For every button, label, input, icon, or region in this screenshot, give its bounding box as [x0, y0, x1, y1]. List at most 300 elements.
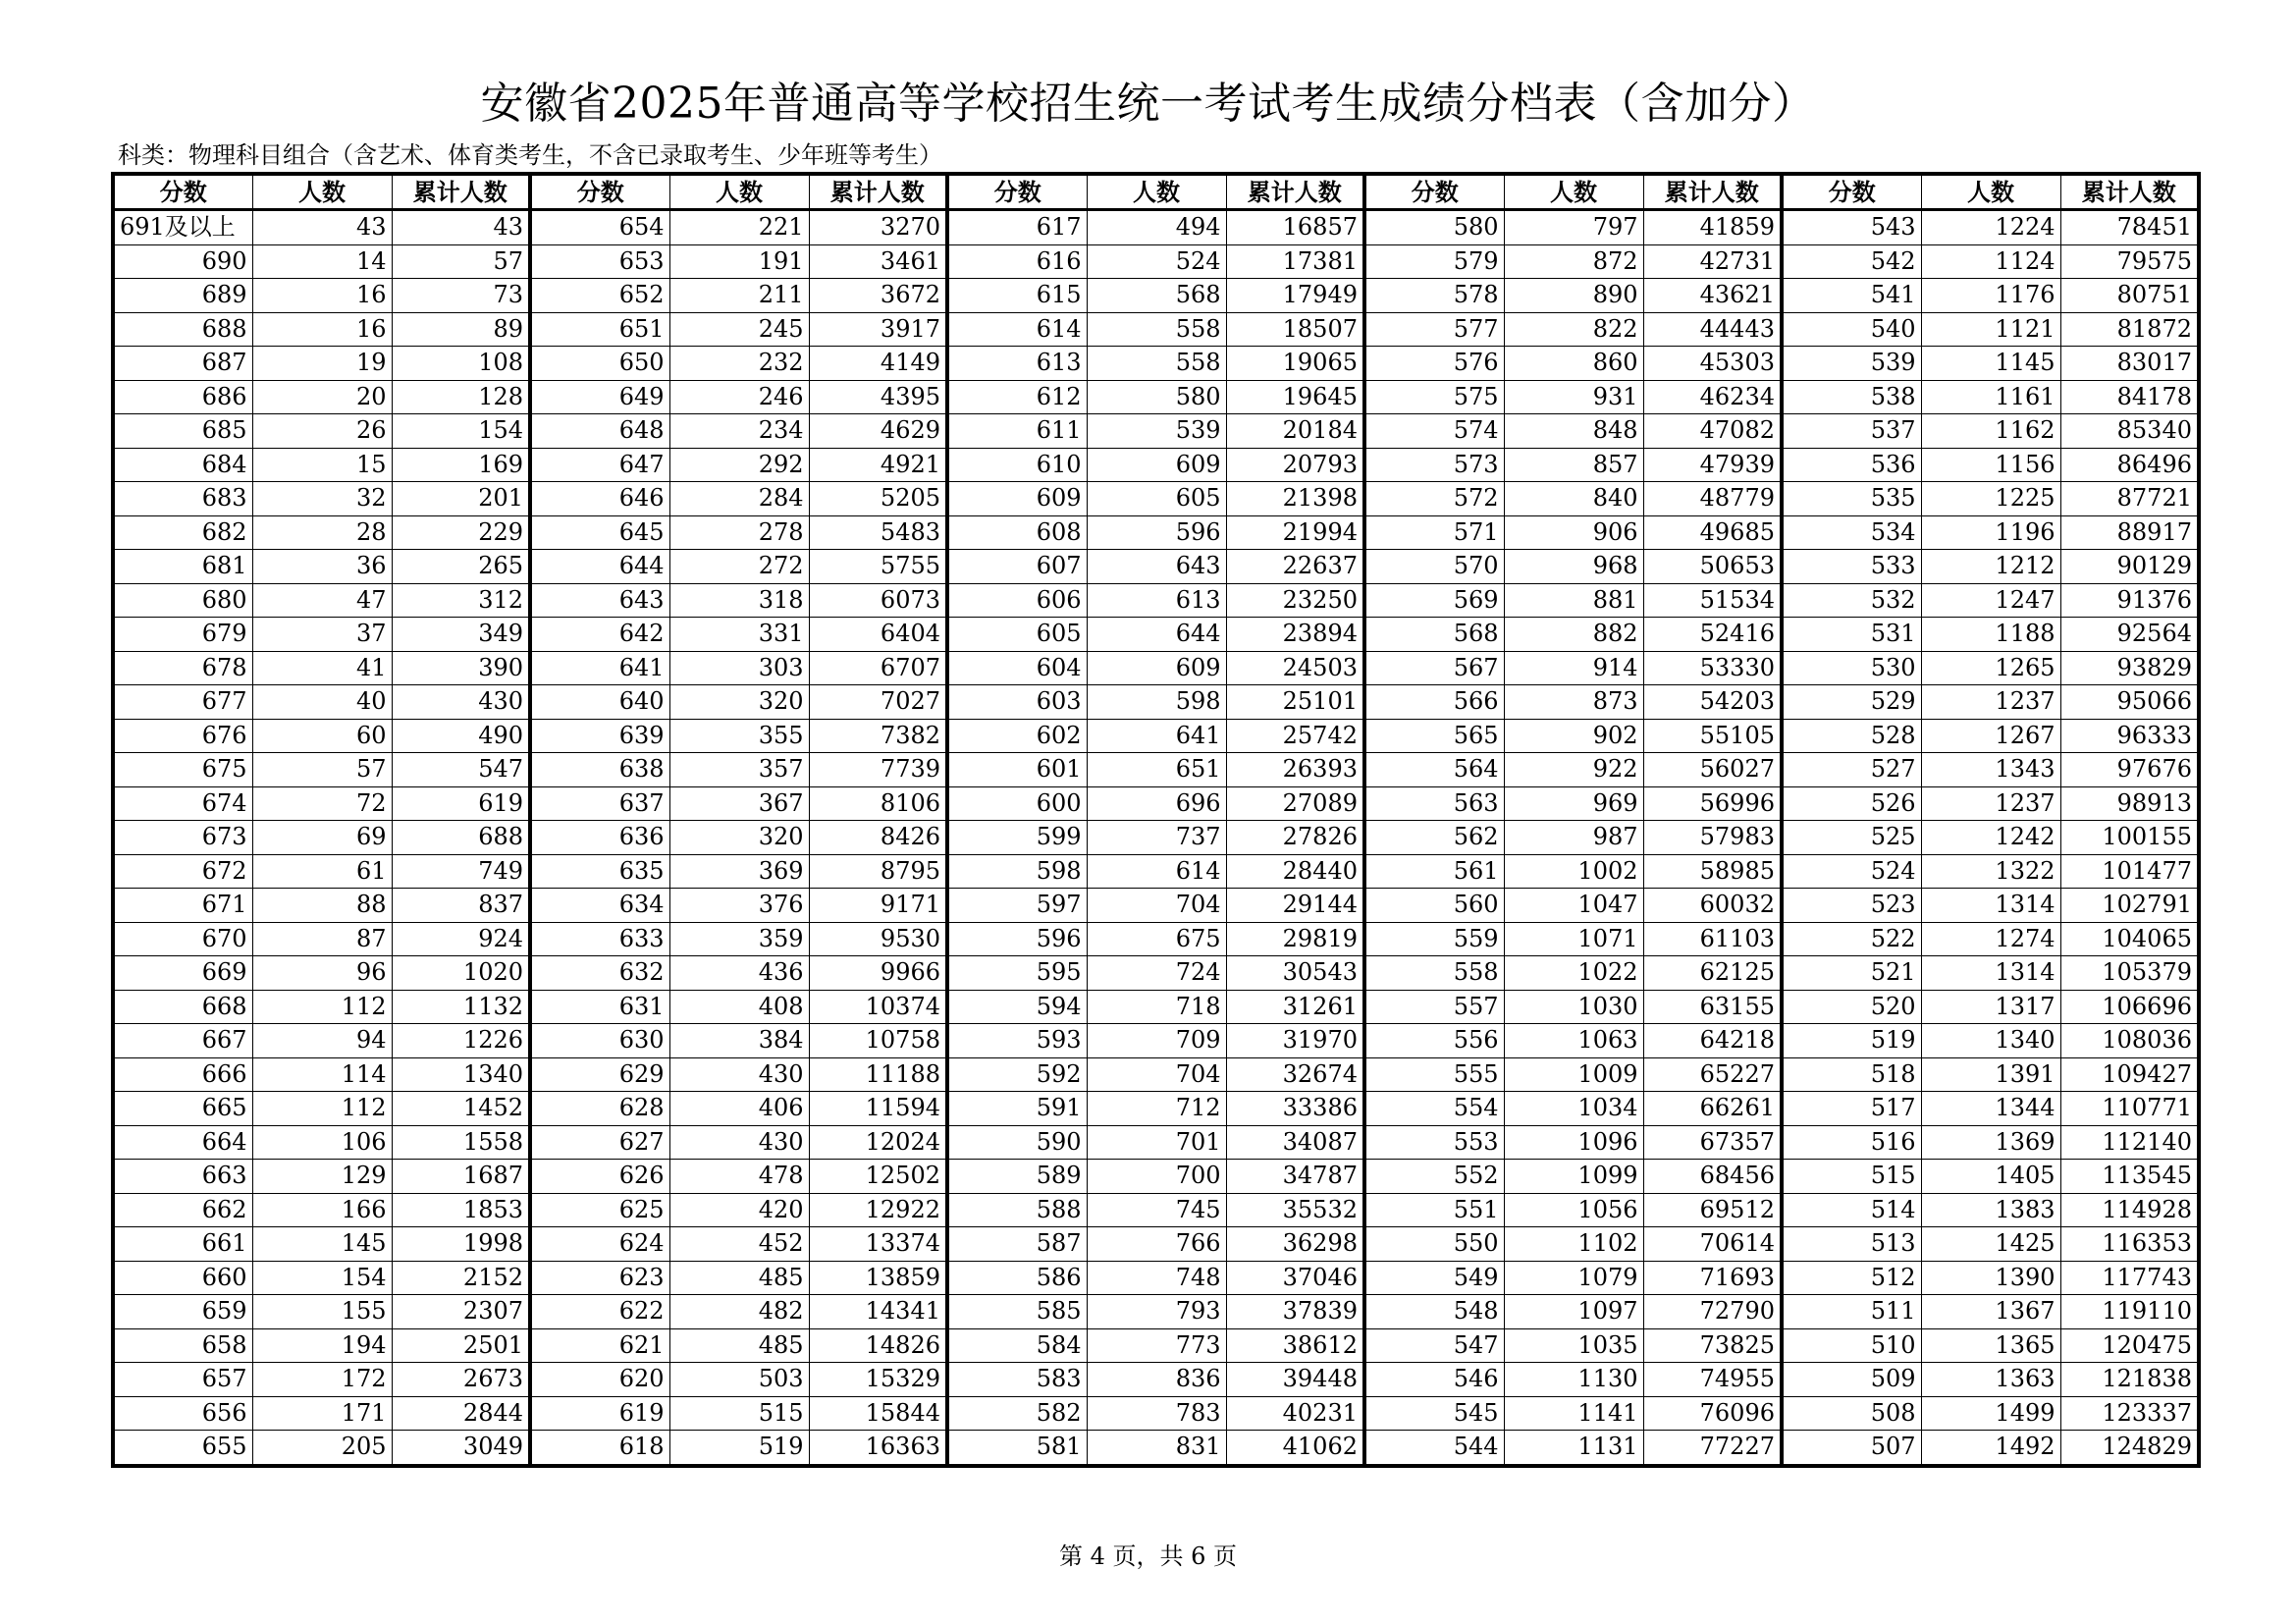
cell-score: 566: [1364, 685, 1504, 720]
cell-count: 20: [252, 380, 392, 414]
cell-cumulative: 76096: [1643, 1396, 1782, 1431]
cell-score: 610: [947, 448, 1087, 482]
table-row: [113, 1396, 2199, 1431]
column-header-cumulative: 累计人数: [1643, 174, 1782, 210]
cell-score: 632: [530, 956, 669, 991]
cell-score: 616: [947, 244, 1087, 279]
cell-cumulative: 1340: [392, 1057, 530, 1092]
cell-cumulative: 39448: [1226, 1363, 1364, 1397]
cell-cumulative: 13859: [809, 1261, 947, 1295]
cell-cumulative: 85340: [2060, 414, 2199, 449]
cell-score: 563: [1364, 786, 1504, 821]
cell-count: 1022: [1504, 956, 1643, 991]
cell-score: 669: [113, 956, 252, 991]
cell-count: 43: [252, 210, 392, 245]
cell-score: 545: [1364, 1396, 1504, 1431]
cell-count: 292: [669, 448, 809, 482]
table-row: [113, 618, 2199, 652]
cell-cumulative: 3461: [809, 244, 947, 279]
cell-score: 548: [1364, 1295, 1504, 1329]
cell-cumulative: 1226: [392, 1024, 530, 1058]
cell-score: 517: [1782, 1092, 1921, 1126]
table-row: [113, 1363, 2199, 1397]
column-header-cumulative: 累计人数: [392, 174, 530, 210]
cell-count: 320: [669, 685, 809, 720]
cell-score: 650: [530, 347, 669, 381]
cell-cumulative: 1853: [392, 1193, 530, 1227]
table-row: [113, 956, 2199, 991]
cell-count: 1063: [1504, 1024, 1643, 1058]
cell-score: 628: [530, 1092, 669, 1126]
cell-count: 848: [1504, 414, 1643, 449]
cell-count: 72: [252, 786, 392, 821]
cell-cumulative: 34087: [1226, 1125, 1364, 1160]
cell-score: 613: [947, 347, 1087, 381]
cell-score: 595: [947, 956, 1087, 991]
table-row: [113, 1295, 2199, 1329]
cell-cumulative: 33386: [1226, 1092, 1364, 1126]
cell-count: 1365: [1921, 1328, 2060, 1363]
cell-score: 534: [1782, 515, 1921, 550]
cell-count: 87: [252, 922, 392, 956]
cell-count: 840: [1504, 482, 1643, 516]
cell-cumulative: 8795: [809, 854, 947, 889]
cell-cumulative: 547: [392, 753, 530, 787]
cell-count: 482: [669, 1295, 809, 1329]
cell-count: 797: [1504, 210, 1643, 245]
cell-cumulative: 79575: [2060, 244, 2199, 279]
cell-cumulative: 16857: [1226, 210, 1364, 245]
cell-score: 644: [530, 550, 669, 584]
cell-count: 704: [1087, 1057, 1226, 1092]
cell-cumulative: 6404: [809, 618, 947, 652]
cell-score: 635: [530, 854, 669, 889]
cell-score: 572: [1364, 482, 1504, 516]
cell-cumulative: 56027: [1643, 753, 1782, 787]
cell-score: 654: [530, 210, 669, 245]
column-header-score: 分数: [947, 174, 1087, 210]
cell-score: 512: [1782, 1261, 1921, 1295]
cell-cumulative: 10374: [809, 990, 947, 1024]
cell-count: 1237: [1921, 685, 2060, 720]
score-distribution-table: [111, 172, 2201, 1468]
cell-count: 357: [669, 753, 809, 787]
cell-score: 624: [530, 1227, 669, 1262]
cell-cumulative: 78451: [2060, 210, 2199, 245]
cell-cumulative: 749: [392, 854, 530, 889]
cell-count: 485: [669, 1328, 809, 1363]
cell-cumulative: 7027: [809, 685, 947, 720]
cell-score: 571: [1364, 515, 1504, 550]
table-row: [113, 1328, 2199, 1363]
column-header-cumulative: 累计人数: [2060, 174, 2199, 210]
cell-score: 607: [947, 550, 1087, 584]
cell-count: 19: [252, 347, 392, 381]
cell-cumulative: 12502: [809, 1160, 947, 1194]
cell-count: 822: [1504, 312, 1643, 347]
column-header-score: 分数: [530, 174, 669, 210]
cell-score: 591: [947, 1092, 1087, 1126]
page-footer: 第 4 页，共 6 页: [1058, 1543, 1238, 1570]
cell-cumulative: 11594: [809, 1092, 947, 1126]
cell-score: 547: [1364, 1328, 1504, 1363]
cell-cumulative: 924: [392, 922, 530, 956]
cell-score: 640: [530, 685, 669, 720]
cell-count: 1363: [1921, 1363, 2060, 1397]
cell-score: 621: [530, 1328, 669, 1363]
table-row: [113, 922, 2199, 956]
cell-cumulative: 57: [392, 244, 530, 279]
cell-score: 629: [530, 1057, 669, 1092]
cell-score: 587: [947, 1227, 1087, 1262]
cell-cumulative: 21994: [1226, 515, 1364, 550]
cell-cumulative: 6073: [809, 583, 947, 618]
cell-count: 558: [1087, 347, 1226, 381]
cell-score: 556: [1364, 1024, 1504, 1058]
cell-cumulative: 124829: [2060, 1431, 2199, 1466]
cell-count: 596: [1087, 515, 1226, 550]
cell-count: 1314: [1921, 956, 2060, 991]
cell-score: 636: [530, 821, 669, 855]
cell-score: 659: [113, 1295, 252, 1329]
cell-cumulative: 1452: [392, 1092, 530, 1126]
cell-cumulative: 20184: [1226, 414, 1364, 449]
cell-count: 873: [1504, 685, 1643, 720]
cell-cumulative: 96333: [2060, 719, 2199, 753]
cell-cumulative: 1998: [392, 1227, 530, 1262]
cell-cumulative: 108036: [2060, 1024, 2199, 1058]
cell-cumulative: 86496: [2060, 448, 2199, 482]
cell-count: 1225: [1921, 482, 2060, 516]
cell-cumulative: 112140: [2060, 1125, 2199, 1160]
cell-score: 536: [1782, 448, 1921, 482]
cell-cumulative: 4149: [809, 347, 947, 381]
cell-cumulative: 2844: [392, 1396, 530, 1431]
cell-cumulative: 114928: [2060, 1193, 2199, 1227]
cell-score: 649: [530, 380, 669, 414]
cell-score: 681: [113, 550, 252, 584]
cell-cumulative: 73825: [1643, 1328, 1782, 1363]
cell-count: 1161: [1921, 380, 2060, 414]
cell-cumulative: 19645: [1226, 380, 1364, 414]
cell-score: 557: [1364, 990, 1504, 1024]
cell-score: 528: [1782, 719, 1921, 753]
cell-score: 540: [1782, 312, 1921, 347]
cell-cumulative: 229: [392, 515, 530, 550]
cell-cumulative: 5205: [809, 482, 947, 516]
cell-cumulative: 95066: [2060, 685, 2199, 720]
cell-cumulative: 43621: [1643, 279, 1782, 313]
cell-count: 902: [1504, 719, 1643, 753]
cell-score: 568: [1364, 618, 1504, 652]
cell-count: 494: [1087, 210, 1226, 245]
cell-count: 1034: [1504, 1092, 1643, 1126]
cell-cumulative: 265: [392, 550, 530, 584]
cell-count: 1009: [1504, 1057, 1643, 1092]
cell-score: 592: [947, 1057, 1087, 1092]
cell-score: 590: [947, 1125, 1087, 1160]
cell-score: 611: [947, 414, 1087, 449]
cell-count: 1002: [1504, 854, 1643, 889]
table-row: [113, 1092, 2199, 1126]
cell-score: 606: [947, 583, 1087, 618]
cell-cumulative: 31261: [1226, 990, 1364, 1024]
cell-cumulative: 41859: [1643, 210, 1782, 245]
cell-cumulative: 4921: [809, 448, 947, 482]
cell-cumulative: 23894: [1226, 618, 1364, 652]
cell-score: 578: [1364, 279, 1504, 313]
cell-count: 436: [669, 956, 809, 991]
cell-count: 605: [1087, 482, 1226, 516]
cell-cumulative: 3049: [392, 1431, 530, 1466]
cell-count: 1499: [1921, 1396, 2060, 1431]
cell-cumulative: 201: [392, 482, 530, 516]
cell-cumulative: 47082: [1643, 414, 1782, 449]
cell-score: 637: [530, 786, 669, 821]
cell-score: 527: [1782, 753, 1921, 787]
cell-cumulative: 10758: [809, 1024, 947, 1058]
cell-count: 783: [1087, 1396, 1226, 1431]
cell-cumulative: 7739: [809, 753, 947, 787]
cell-count: 969: [1504, 786, 1643, 821]
cell-cumulative: 688: [392, 821, 530, 855]
cell-cumulative: 37839: [1226, 1295, 1364, 1329]
cell-count: 272: [669, 550, 809, 584]
table-row: [113, 786, 2199, 821]
cell-score: 524: [1782, 854, 1921, 889]
table-row: [113, 515, 2199, 550]
cell-cumulative: 2501: [392, 1328, 530, 1363]
cell-count: 1145: [1921, 347, 2060, 381]
cell-score: 656: [113, 1396, 252, 1431]
cell-count: 1317: [1921, 990, 2060, 1024]
cell-score: 519: [1782, 1024, 1921, 1058]
cell-count: 609: [1087, 448, 1226, 482]
cell-cumulative: 5483: [809, 515, 947, 550]
cell-cumulative: 25742: [1226, 719, 1364, 753]
cell-cumulative: 390: [392, 651, 530, 685]
cell-score: 542: [1782, 244, 1921, 279]
cell-cumulative: 29144: [1226, 889, 1364, 923]
cell-cumulative: 1558: [392, 1125, 530, 1160]
cell-count: 524: [1087, 244, 1226, 279]
cell-count: 1141: [1504, 1396, 1643, 1431]
cell-score: 515: [1782, 1160, 1921, 1194]
cell-cumulative: 15329: [809, 1363, 947, 1397]
cell-score: 666: [113, 1057, 252, 1092]
cell-score: 638: [530, 753, 669, 787]
cell-score: 549: [1364, 1261, 1504, 1295]
cell-count: 1131: [1504, 1431, 1643, 1466]
cell-count: 1097: [1504, 1295, 1643, 1329]
cell-cumulative: 47939: [1643, 448, 1782, 482]
cell-cumulative: 104065: [2060, 922, 2199, 956]
cell-cumulative: 51534: [1643, 583, 1782, 618]
cell-cumulative: 16363: [809, 1431, 947, 1466]
cell-score: 675: [113, 753, 252, 787]
cell-score: 680: [113, 583, 252, 618]
cell-cumulative: 58985: [1643, 854, 1782, 889]
cell-score: 559: [1364, 922, 1504, 956]
table-row: [113, 1227, 2199, 1262]
cell-count: 145: [252, 1227, 392, 1262]
cell-cumulative: 49685: [1643, 515, 1782, 550]
cell-score: 609: [947, 482, 1087, 516]
cell-score: 526: [1782, 786, 1921, 821]
cell-score: 617: [947, 210, 1087, 245]
cell-score: 655: [113, 1431, 252, 1466]
cell-cumulative: 63155: [1643, 990, 1782, 1024]
cell-count: 675: [1087, 922, 1226, 956]
cell-score: 530: [1782, 651, 1921, 685]
cell-count: 16: [252, 312, 392, 347]
table-row: [113, 1261, 2199, 1295]
cell-cumulative: 2673: [392, 1363, 530, 1397]
cell-cumulative: 50653: [1643, 550, 1782, 584]
cell-cumulative: 28440: [1226, 854, 1364, 889]
cell-score: 558: [1364, 956, 1504, 991]
cell-count: 987: [1504, 821, 1643, 855]
cell-score: 543: [1782, 210, 1921, 245]
cell-score: 569: [1364, 583, 1504, 618]
cell-cumulative: 66261: [1643, 1092, 1782, 1126]
cell-score: 652: [530, 279, 669, 313]
cell-score: 585: [947, 1295, 1087, 1329]
cell-count: 406: [669, 1092, 809, 1126]
cell-score: 564: [1364, 753, 1504, 787]
cell-score: 550: [1364, 1227, 1504, 1262]
cell-cumulative: 2307: [392, 1295, 530, 1329]
cell-cumulative: 60032: [1643, 889, 1782, 923]
cell-score: 685: [113, 414, 252, 449]
cell-count: 860: [1504, 347, 1643, 381]
cell-count: 37: [252, 618, 392, 652]
cell-count: 1340: [1921, 1024, 2060, 1058]
table-row: [113, 380, 2199, 414]
cell-count: 1212: [1921, 550, 2060, 584]
cell-score: 535: [1782, 482, 1921, 516]
cell-score: 677: [113, 685, 252, 720]
cell-count: 420: [669, 1193, 809, 1227]
cell-score: 593: [947, 1024, 1087, 1058]
cell-score: 641: [530, 651, 669, 685]
cell-score: 605: [947, 618, 1087, 652]
cell-cumulative: 62125: [1643, 956, 1782, 991]
table-row: [113, 210, 2199, 245]
cell-score: 525: [1782, 821, 1921, 855]
cell-count: 766: [1087, 1227, 1226, 1262]
cell-score: 622: [530, 1295, 669, 1329]
cell-cumulative: 14826: [809, 1328, 947, 1363]
cell-cumulative: 6707: [809, 651, 947, 685]
table-header-row: [113, 174, 2199, 210]
cell-score: 574: [1364, 414, 1504, 449]
cell-cumulative: 3672: [809, 279, 947, 313]
cell-cumulative: 1020: [392, 956, 530, 991]
cell-count: 15: [252, 448, 392, 482]
table-row: [113, 347, 2199, 381]
cell-score: 514: [1782, 1193, 1921, 1227]
cell-count: 1030: [1504, 990, 1643, 1024]
cell-cumulative: 74955: [1643, 1363, 1782, 1397]
cell-cumulative: 100155: [2060, 821, 2199, 855]
cell-cumulative: 12922: [809, 1193, 947, 1227]
cell-score: 676: [113, 719, 252, 753]
cell-count: 278: [669, 515, 809, 550]
cell-score: 673: [113, 821, 252, 855]
cell-cumulative: 38612: [1226, 1328, 1364, 1363]
cell-cumulative: 117743: [2060, 1261, 2199, 1295]
cell-count: 1196: [1921, 515, 2060, 550]
cell-score: 544: [1364, 1431, 1504, 1466]
column-header-score: 分数: [1364, 174, 1504, 210]
cell-score: 521: [1782, 956, 1921, 991]
column-header-count: 人数: [1921, 174, 2060, 210]
page-title: 安徽省2025年普通高等学校招生统一考试考生成绩分档表（含加分）: [480, 79, 1816, 129]
cell-score: 683: [113, 482, 252, 516]
cell-count: 598: [1087, 685, 1226, 720]
cell-cumulative: 490: [392, 719, 530, 753]
cell-count: 701: [1087, 1125, 1226, 1160]
cell-count: 16: [252, 279, 392, 313]
cell-count: 558: [1087, 312, 1226, 347]
cell-score: 580: [1364, 210, 1504, 245]
cell-count: 452: [669, 1227, 809, 1262]
cell-count: 922: [1504, 753, 1643, 787]
cell-count: 1274: [1921, 922, 2060, 956]
cell-count: 882: [1504, 618, 1643, 652]
cell-cumulative: 109427: [2060, 1057, 2199, 1092]
column-header-cumulative: 累计人数: [1226, 174, 1364, 210]
cell-score: 522: [1782, 922, 1921, 956]
cell-count: 234: [669, 414, 809, 449]
cell-count: 890: [1504, 279, 1643, 313]
cell-count: 61: [252, 854, 392, 889]
cell-count: 857: [1504, 448, 1643, 482]
cell-count: 384: [669, 1024, 809, 1058]
cell-cumulative: 73: [392, 279, 530, 313]
cell-count: 26: [252, 414, 392, 449]
cell-cumulative: 108: [392, 347, 530, 381]
cell-count: 644: [1087, 618, 1226, 652]
cell-count: 1390: [1921, 1261, 2060, 1295]
cell-cumulative: 31970: [1226, 1024, 1364, 1058]
cell-count: 1124: [1921, 244, 2060, 279]
cell-cumulative: 1132: [392, 990, 530, 1024]
cell-score: 630: [530, 1024, 669, 1058]
cell-cumulative: 13374: [809, 1227, 947, 1262]
cell-score: 600: [947, 786, 1087, 821]
cell-score: 667: [113, 1024, 252, 1058]
cell-cumulative: 102791: [2060, 889, 2199, 923]
cell-count: 129: [252, 1160, 392, 1194]
cell-score: 691及以上: [113, 210, 252, 245]
cell-count: 154: [252, 1261, 392, 1295]
cell-count: 745: [1087, 1193, 1226, 1227]
cell-cumulative: 40231: [1226, 1396, 1364, 1431]
cell-score: 575: [1364, 380, 1504, 414]
cell-count: 1343: [1921, 753, 2060, 787]
cell-score: 551: [1364, 1193, 1504, 1227]
cell-count: 872: [1504, 244, 1643, 279]
cell-count: 539: [1087, 414, 1226, 449]
cell-count: 94: [252, 1024, 392, 1058]
cell-score: 646: [530, 482, 669, 516]
cell-count: 712: [1087, 1092, 1226, 1126]
table-row: [113, 279, 2199, 313]
cell-cumulative: 71693: [1643, 1261, 1782, 1295]
table-row: [113, 854, 2199, 889]
